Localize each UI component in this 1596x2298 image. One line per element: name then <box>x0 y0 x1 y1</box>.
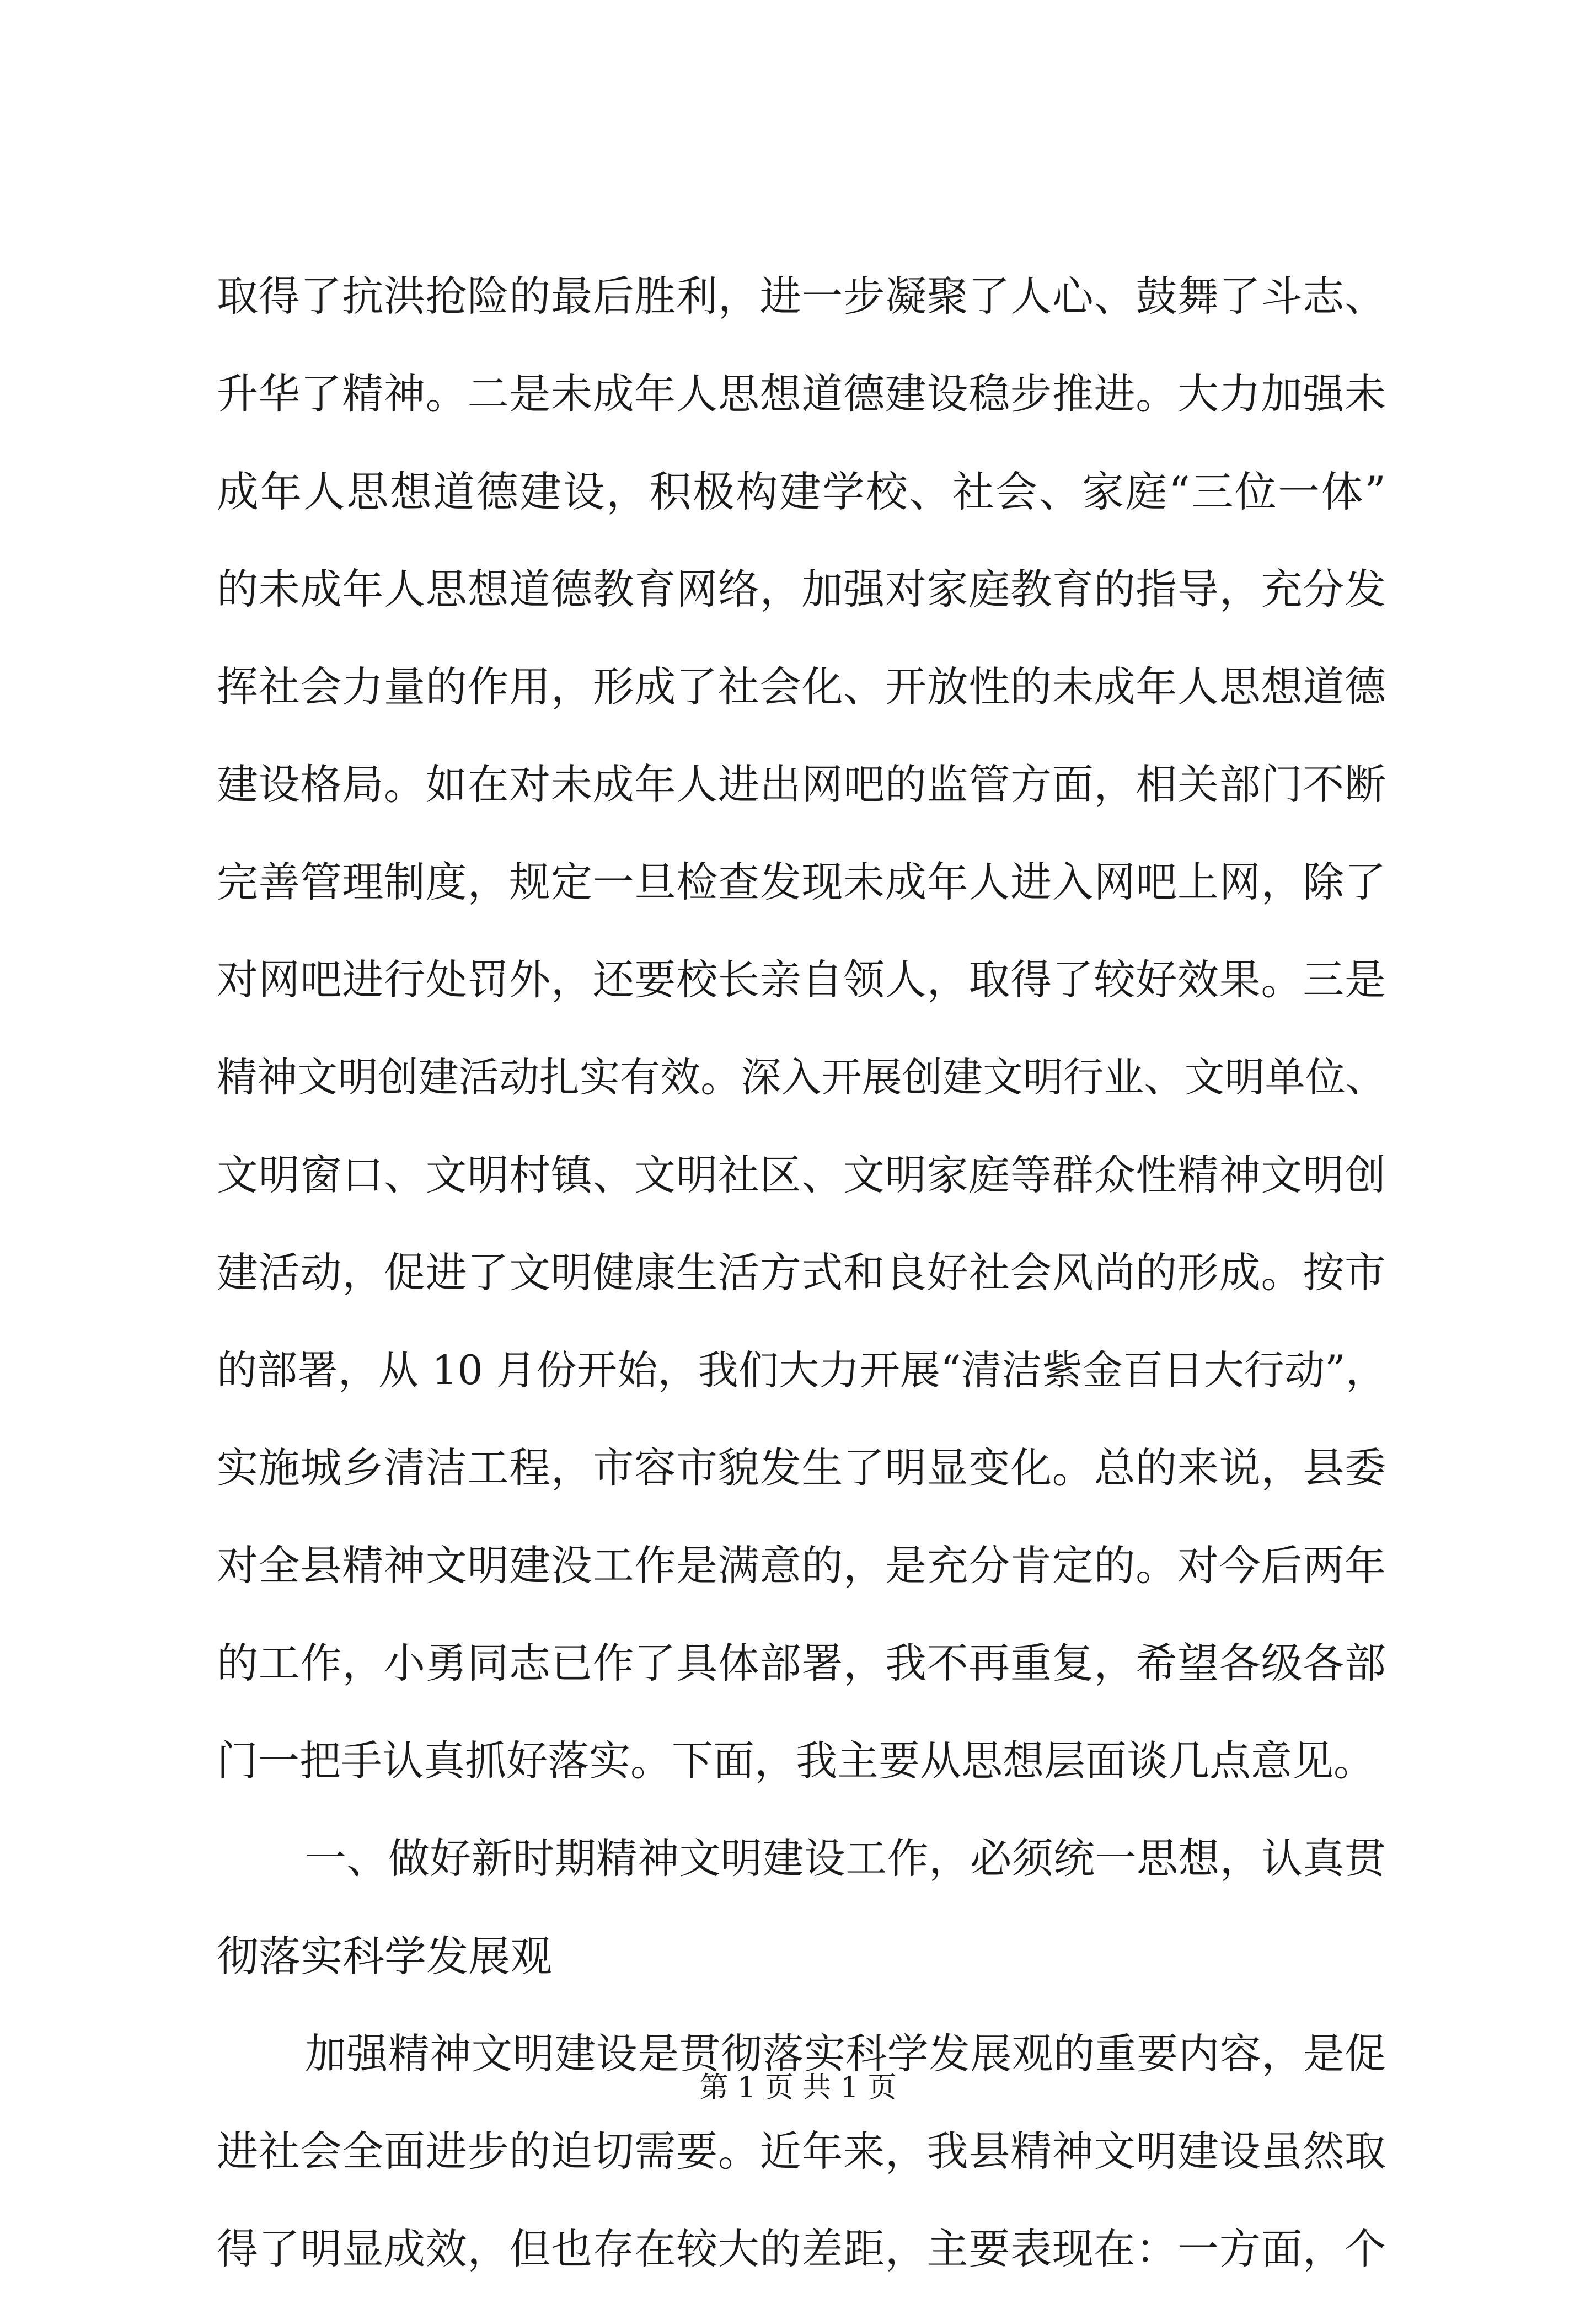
body-text <box>217 248 1386 2298</box>
text-line: 的未成年人思想道德教育网络，加强对家庭教育的指导，充分发 <box>217 565 1386 613</box>
section-heading-line: 彻落实科学发展观 <box>217 1932 552 1981</box>
text-line: 得了明显成效，但也存在较大的差距，主要表现在：一方面，个 <box>217 2225 1386 2273</box>
text-line: 对全县精神文明建没工作是满意的，是充分肯定的。对今后两年 <box>217 1541 1386 1590</box>
text-line: 建活动，促进了文明健康生活方式和良好社会风尚的形成。按市 <box>217 1248 1386 1297</box>
text-line: 取得了抗洪抢险的最后胜利，进一步凝聚了人心、鼓舞了斗志、 <box>217 272 1386 320</box>
section-heading-line: 一、做好新时期精神文明建设工作，必须统一思想，认真贯 <box>305 1834 1386 1883</box>
text-line: 对网吧进行处罚外，还要校长亲自领人，取得了较好效果。三是 <box>217 955 1386 1004</box>
text-line: 文明窗口、文明村镇、文明社区、文明家庭等群众性精神文明创 <box>217 1151 1386 1199</box>
text-line: 升华了精神。二是未成年人思想道德建设稳步推进。大力加强未 <box>217 370 1386 418</box>
text-line: 精神文明创建活动扎实有效。深入开展创建文明行业、文明单位、 <box>217 1054 1386 1101</box>
text-line: 成年人思想道德建设，积极构建学校、社会、家庭“三位一体” <box>217 467 1386 516</box>
text-line: 加强精神文明建设是贯彻落实科学发展观的重要内容，是促 <box>305 2029 1386 2078</box>
text-line: 的部署，从 10 月份开始，我们大力开展“清洁紫金百日大行动”， <box>217 1347 1386 1394</box>
text-line: 进社会全面进步的迫切需要。近年来，我县精神文明建设虽然取 <box>217 2127 1386 2176</box>
text-line: 的工作，小勇同志已作了具体部署，我不再重复，希望各级各部 <box>217 1639 1386 1687</box>
text-line: 完善管理制度，规定一旦检查发现未成年人进入网吧上网，除了 <box>217 858 1386 906</box>
text-line: 门一把手认真抓好落实。下面，我主要从思想层面谈几点意见。 <box>217 1736 1375 1785</box>
text-line: 实施城乡清洁工程，市容市貌发生了明显变化。总的来说，县委 <box>217 1444 1386 1492</box>
page-footer: 第 1 页 共 1 页 <box>699 2071 897 2104</box>
text-line: 建设格局。如在对未成年人进出网吧的监管方面，相关部门不断 <box>217 760 1386 809</box>
text-line: 挥社会力量的作用，形成了社会化、开放性的未成年人思想道德 <box>217 662 1386 711</box>
